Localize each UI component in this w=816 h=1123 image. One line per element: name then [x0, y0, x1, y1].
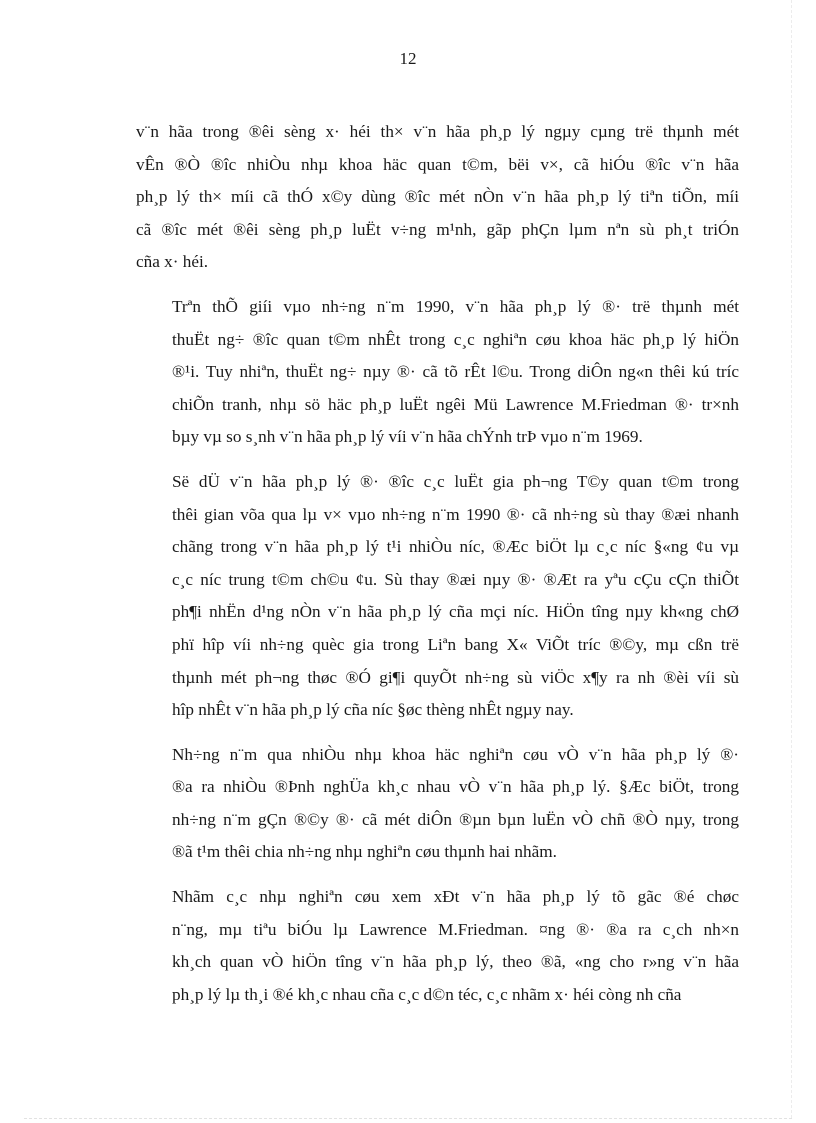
text-line: vÊn ®Ò ®îc nhiÒu nhµ khoa häc quan t©m, bëi v×, cã hiÓu ®îc v¨n hãa [136, 154, 739, 174]
paragraph [136, 291, 739, 454]
text-line: cã ®îc mét ®êi sèng ph¸p luËt v÷ng m¹nh, gãp phÇn lµm nªn sù ph¸t triÓn [136, 219, 739, 239]
text-line: kh¸ch quan vÒ hiÖn tîng v¨n hãa ph¸p lý, theo ®ã, «ng cho r»ng v¨n hãa [172, 952, 739, 972]
paragraph [136, 466, 739, 727]
paragraph [136, 116, 739, 279]
text-line: chiÕn tranh, nhµ sö häc ph¸p luËt ngêi Mü Lawrence M.Friedman ®· tr×nh [172, 394, 739, 414]
text-line: nh÷ng n¨m gÇn ®©y ®· cã mét diÔn ®µn bµn luËn vÒ chñ ®Ò nµy, trong [172, 809, 739, 829]
text-line: hîp nhÊt v¨n hãa ph¸p lý cña níc §øc thèng nhÊt ngµy nay. [172, 700, 574, 720]
text-line: bµy vµ so s¸nh v¨n hãa ph¸p lý víi v¨n hãa chÝnh trÞ vµo n¨m 1969. [172, 427, 643, 447]
page-border-right [791, 0, 792, 1118]
text-line: ®a ra nhiÒu ®Þnh nghÜa kh¸c nhau vÒ v¨n hãa ph¸p lý. §Æc biÖt, trong [172, 777, 739, 797]
document-body [136, 116, 739, 1023]
text-line: v¨n hãa trong ®êi sèng x· héi th× v¨n hãa ph¸p lý ngµy cµng trë thµnh mét [136, 122, 739, 141]
text-line: c¸c níc trung t©m ch©u ¢u. Sù thay ®æi nµy ®· ®Æt ra yªu cÇu cÇn thiÕt [172, 569, 739, 589]
text-line: chãng trong v¨n hãa ph¸p lý t¹i nhiÒu níc, ®Æc biÖt lµ c¸c níc §«ng ¢u vµ [172, 537, 739, 557]
text-line: ®¹i. Tuy nhiªn, thuËt ng÷ nµy ®· cã tõ rÊt l©u. Trong diÔn ng«n thêi kú tríc [172, 362, 739, 382]
text-line: Së dÜ v¨n hãa ph¸p lý ®· ®îc c¸c luËt gia ph¬ng T©y quan t©m trong [172, 471, 739, 491]
text-line: thµnh mét ph¬ng thøc ®Ó gi¶i quyÕt nh÷ng sù viÖc x¶y ra nh ®èi víi sù [172, 667, 739, 687]
text-line: ph¶i nhËn d¹ng nÒn v¨n hãa ph¸p lý cña mçi níc. HiÖn tîng nµy kh«ng chØ [172, 602, 739, 622]
page-number: 12 [399, 49, 417, 68]
paragraph [136, 739, 739, 869]
text-line: thêi gian võa qua lµ v× vµo nh÷ng n¨m 1990 ®· cã nh÷ng sù thay ®æi nhanh [172, 504, 739, 524]
text-line: thuËt ng÷ ®îc quan t©m nhÊt trong c¸c nghiªn cøu khoa häc ph¸p lý hiÖn [172, 329, 739, 349]
text-line: Nh÷ng n¨m qua nhiÒu nhµ khoa häc nghiªn cøu vÒ v¨n hãa ph¸p lý ®· [172, 744, 739, 764]
page-border-bottom [24, 1118, 792, 1119]
text-line: ®ã t¹m thêi chia nh÷ng nhµ nghiªn cøu thµnh hai nhãm. [172, 842, 557, 862]
paragraph [136, 881, 739, 1011]
text-line: phï hîp víi nh÷ng quèc gia trong Liªn bang X« ViÕt tríc ®©y, mµ cßn trë [172, 634, 739, 654]
text-line: Trªn thÕ giíi vµo nh÷ng n¨m 1990, v¨n hãa ph¸p lý ®· trë thµnh mét [172, 296, 739, 316]
text-line: cña x· héi. [136, 252, 209, 272]
text-line: ph¸p lý th× míi cã thÓ x©y dùng ®îc mét nÒn v¨n hãa ph¸p lý tiªn tiÕn, míi [136, 187, 739, 207]
text-line: Nhãm c¸c nhµ nghiªn cøu xem xÐt v¨n hãa ph¸p lý tõ gãc ®é chøc [172, 887, 739, 907]
text-line: n¨ng, mµ tiªu biÓu lµ Lawrence M.Friedman. ¤ng ®· ®a ra c¸ch nh×n [172, 919, 739, 939]
text-line: ph¸p lý lµ th¸i ®é kh¸c nhau cña c¸c d©n téc, c¸c nhãm x· héi còng nh cña [172, 984, 682, 1004]
